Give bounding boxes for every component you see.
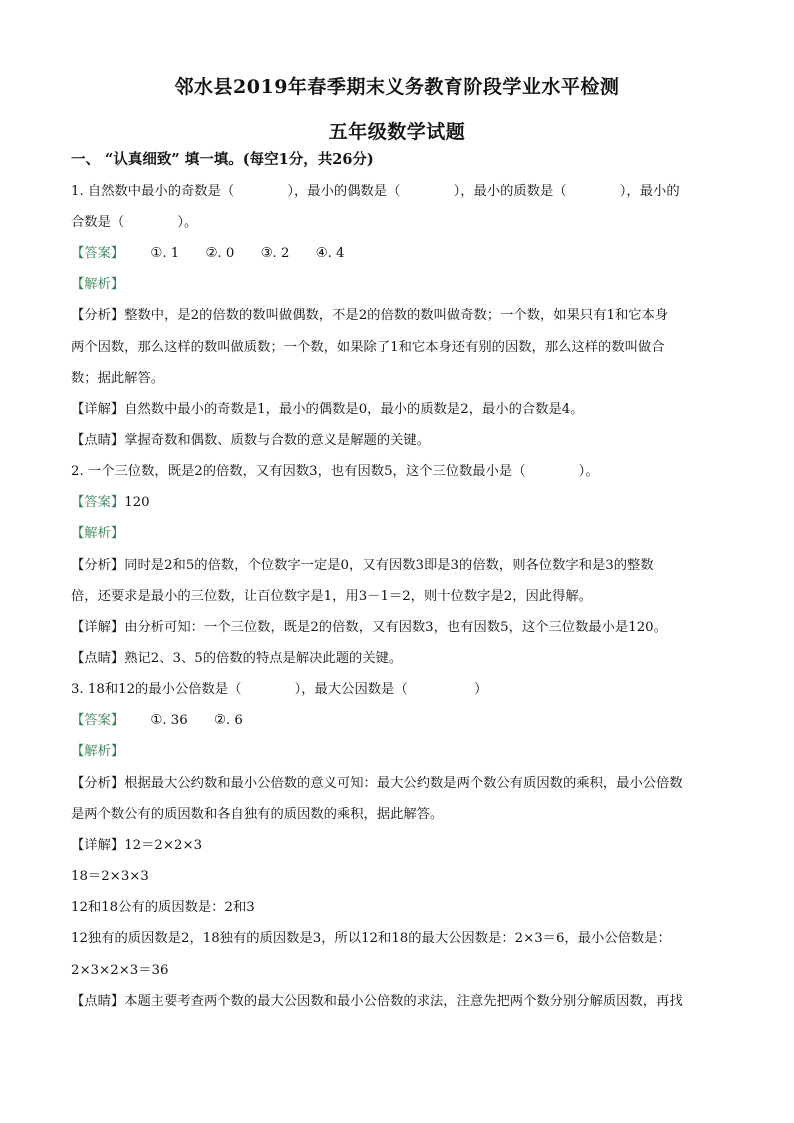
q2-dianjing: 【点睛】熟记2、3、5的倍数的特点是解决此题的关键。 bbox=[71, 651, 403, 666]
q3-fenxi-line2: 是两个数公有的质因数和各自独有的质因数的乘积，据此解答。 bbox=[71, 807, 444, 822]
q1-text-line2: 合数是（ ）。 bbox=[71, 215, 198, 230]
fenxi-tag: 【分析】 bbox=[71, 308, 125, 323]
q3-answer-row bbox=[71, 711, 731, 731]
dianjing-tag: 【点睛】 bbox=[71, 994, 125, 1009]
q3-xiangjie-line3: 12和18公有的质因数是：2和3 bbox=[71, 900, 255, 915]
fenxi-tag: 【分析】 bbox=[71, 558, 125, 573]
q1-dianjing: 【点睛】掌握奇数和偶数、质数与合数的意义是解题的关键。 bbox=[71, 433, 431, 448]
xiangjie-tag: 【详解】 bbox=[71, 620, 125, 635]
xiangjie-tag: 【详解】 bbox=[71, 838, 125, 853]
q3-jiexi-tag: 【解析】 bbox=[71, 744, 125, 759]
q1-jiexi-tag: 【解析】 bbox=[71, 277, 125, 292]
answer-tag: 【答案】 bbox=[71, 713, 125, 728]
document-subtitle: 五年级数学试题 bbox=[328, 121, 466, 143]
answer-tag: 【答案】 bbox=[71, 495, 125, 510]
q1-answer-3: ③. 2 bbox=[260, 246, 290, 261]
q3-fenxi-line1: 【分析】根据最大公约数和最小公倍数的意义可知：最大公约数是两个数公有质因数的乘积，最小公倍数 bbox=[71, 776, 683, 791]
q2-answer-row bbox=[71, 493, 731, 513]
fenxi-tag: 【分析】 bbox=[71, 776, 125, 791]
q1-answer-1: ①. 1 bbox=[150, 246, 180, 261]
q2-fenxi-line2: 倍，还要求是最小的三位数，让百位数字是1，用3－1＝2，则十位数字是2，因此得解。 bbox=[71, 589, 592, 604]
q1-fenxi-line2: 两个因数，那么这样的数叫做质数；一个数，如果除了1和它本身还有别的因数，那么这样的数叫做合 bbox=[71, 340, 665, 355]
q3-xiangjie-line5: 2×3×2×3＝36 bbox=[71, 963, 169, 978]
q2-jiexi-tag: 【解析】 bbox=[71, 526, 125, 541]
q1-answer-row bbox=[71, 244, 731, 264]
q1-fenxi-line1: 【分析】整数中，是2的倍数的数叫做偶数，不是2的倍数的数叫做奇数；一个数，如果只有1和它本身 bbox=[71, 308, 669, 323]
section-heading: 一、 “认真细致” 填一填。(每空1分，共26分) bbox=[71, 151, 374, 168]
q3-xiangjie-line2: 18＝2×3×3 bbox=[71, 869, 149, 884]
q3-xiangjie-line1: 【详解】12＝2×2×3 bbox=[71, 838, 203, 853]
q1-text-line1: 1. 自然数中最小的奇数是（ ），最小的偶数是（ ），最小的质数是（ ），最小的 bbox=[71, 184, 680, 199]
document-title: 邻水县2019年春季期末义务教育阶段学业水平检测 bbox=[174, 76, 620, 98]
q2-xiangjie: 【详解】由分析可知：一个三位数，既是2的倍数，又有因数3，也有因数5，这个三位数最小是120。 bbox=[71, 620, 667, 635]
xiangjie-tag: 【详解】 bbox=[71, 402, 125, 417]
q3-text: 3. 18和12的最小公倍数是（ ），最大公因数是（ ） bbox=[71, 682, 488, 697]
answer-tag: 【答案】 bbox=[71, 246, 125, 261]
dianjing-tag: 【点睛】 bbox=[71, 433, 125, 448]
q2-text: 2. 一个三位数，既是2的倍数，又有因数3，也有因数5，这个三位数最小是（ ）。 bbox=[71, 464, 599, 479]
q3-dianjing: 【点睛】本题主要考查两个数的最大公因数和最小公倍数的求法，注意先把两个数分别分解质因数，再找 bbox=[71, 994, 683, 1009]
q3-xiangjie-line4: 12独有的质因数是2，18独有的质因数是3，所以12和18的最大公因数是：2×3＝6，最小公倍数是： bbox=[71, 931, 671, 946]
q1-xiangjie: 【详解】自然数中最小的奇数是1，最小的偶数是0，最小的质数是2，最小的合数是4。 bbox=[71, 402, 584, 417]
q1-answer-4: ④. 4 bbox=[315, 246, 345, 261]
q3-answer-2: ②. 6 bbox=[213, 713, 243, 728]
q2-answer: 120 bbox=[124, 495, 150, 510]
q2-fenxi-line1: 【分析】同时是2和5的倍数，个位数字一定是0，又有因数3即是3的倍数，则各位数字和是3的整数 bbox=[71, 558, 654, 573]
q1-answer-2: ②. 0 bbox=[205, 246, 235, 261]
q1-fenxi-line3: 数；据此解答。 bbox=[71, 371, 165, 386]
q3-answer-1: ①. 36 bbox=[150, 713, 188, 728]
dianjing-tag: 【点睛】 bbox=[71, 651, 125, 666]
